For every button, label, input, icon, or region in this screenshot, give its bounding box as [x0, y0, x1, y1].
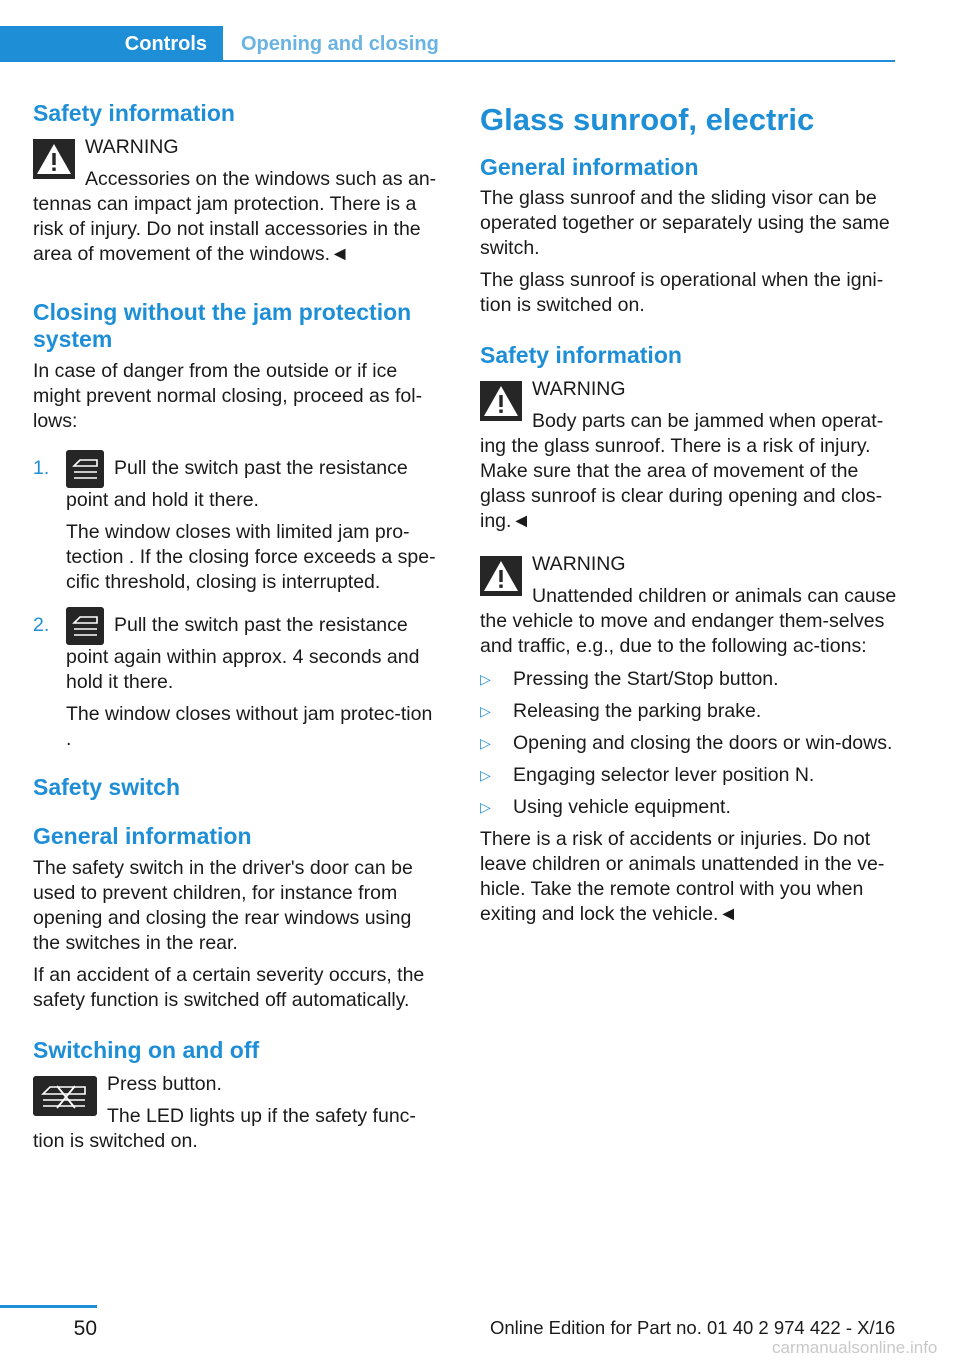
safety-information-heading: Safety information	[480, 342, 682, 368]
watermark: carmanualsonline.info	[772, 1338, 938, 1357]
triangle-bullet-icon: ▷	[480, 799, 491, 815]
warning-label: WARNING	[85, 136, 179, 158]
general-information-heading: General information	[33, 823, 252, 849]
bullet-text: Releasing the parking brake.	[513, 700, 762, 722]
warning-text: Accessories on the windows such as an-tennas can impact jam protection. There is a risk of injury. Do not install accessories in the area of movement of the windows.◄	[33, 168, 437, 265]
list-item	[33, 456, 443, 595]
edition-line: Online Edition for Part no. 01 40 2 974 422 - X/16	[490, 1317, 896, 1338]
page-number: 50	[73, 1317, 97, 1340]
closing-without-jam-heading: Closing without the jam protection system	[33, 299, 412, 352]
bullet-text: Using vehicle equipment.	[513, 796, 731, 818]
warning-block	[480, 552, 898, 659]
general-paragraph: If an accident of a certain severity occurs, the safety function is switched off automatically.	[33, 964, 425, 1011]
general-information-heading: General information	[480, 154, 699, 180]
triangle-bullet-icon: ▷	[480, 767, 491, 783]
bullet-text: Engaging selector lever position N.	[513, 764, 815, 786]
header-rule	[0, 60, 895, 62]
tab-opening-and-closing[interactable]: Opening and closing	[241, 32, 439, 55]
warning-text: Unattended children or animals can cause the vehicle to move and endanger them-selves and traffic, e.g., due to the following ac-tions:	[480, 585, 897, 657]
bullet-text: Opening and closing the doors or win-dows.	[513, 732, 893, 754]
switching-text: The LED lights up if the safety func-tion is switched on.	[33, 1105, 416, 1152]
safety-information-heading: Safety information	[33, 100, 235, 126]
page-header	[0, 26, 895, 62]
bullet-text: Pressing the Start/Stop button.	[513, 668, 779, 690]
bullet-list	[480, 667, 898, 820]
list-item	[480, 731, 898, 756]
triangle-bullet-icon: ▷	[480, 735, 491, 751]
step-note: The window closes with limited jam pro-tection . If the closing force exceeds a spe-cific threshold, closing is interrupted.	[66, 521, 436, 593]
triangle-bullet-icon: ▷	[480, 703, 491, 719]
safety-switch-icon	[33, 1076, 97, 1116]
triangle-bullet-icon: ▷	[480, 671, 491, 687]
step-note: The window closes without jam protec-tion .	[66, 703, 433, 750]
general-paragraph: The safety switch in the driver's door can be used to prevent children, for instance from opening and closing the rear windows using the switches in the rear.	[33, 857, 413, 954]
list-item	[480, 699, 898, 724]
list-item	[480, 667, 898, 692]
right-column	[480, 100, 898, 927]
closing-warning-text: There is a risk of accidents or injuries. Do not leave children or animals unattended in the ve-hicle. Take the remote control with you when exiting and lock the vehicle.◄	[480, 828, 885, 925]
safety-switch-heading: Safety switch	[33, 774, 180, 800]
step-number: 2.	[33, 614, 50, 636]
general-paragraph: The glass sunroof is operational when the igni-tion is switched on.	[480, 269, 884, 316]
closing-intro: In case of danger from the outside or if ice might prevent normal closing, proceed as fol-lows:	[33, 360, 423, 432]
warning-label: WARNING	[532, 553, 626, 575]
warning-triangle-icon	[33, 139, 75, 179]
list-item	[480, 795, 898, 820]
switching-block	[33, 1072, 443, 1154]
step-number: 1.	[33, 457, 50, 479]
warning-block	[480, 377, 898, 534]
window-switch-icon	[66, 607, 104, 645]
left-column	[33, 100, 443, 1154]
list-item	[480, 763, 898, 788]
step-text: Pull the switch past the resistance point again within approx. 4 seconds and hold it there.	[66, 614, 420, 693]
list-item	[33, 613, 443, 752]
warning-block	[33, 135, 443, 267]
step-text: Pull the switch past the resistance point and hold it there.	[66, 457, 408, 511]
warning-triangle-icon	[480, 381, 522, 421]
switching-on-off-heading: Switching on and off	[33, 1037, 260, 1063]
glass-sunroof-title: Glass sunroof, electric	[480, 102, 815, 137]
warning-text: Body parts can be jammed when operat-ing the glass sunroof. There is a risk of injury. Make sure that the area of movement of the glass sunroof is clear during opening and clos-ing.◄	[480, 410, 884, 532]
tab-controls[interactable]: Controls	[0, 26, 223, 62]
switching-text: Press button.	[107, 1073, 222, 1095]
warning-triangle-icon	[480, 556, 522, 596]
window-switch-icon	[66, 450, 104, 488]
general-paragraph: The glass sunroof and the sliding visor can be operated together or separately using the same switch.	[480, 187, 890, 259]
warning-label: WARNING	[532, 378, 626, 400]
footer-rule	[0, 1305, 97, 1308]
